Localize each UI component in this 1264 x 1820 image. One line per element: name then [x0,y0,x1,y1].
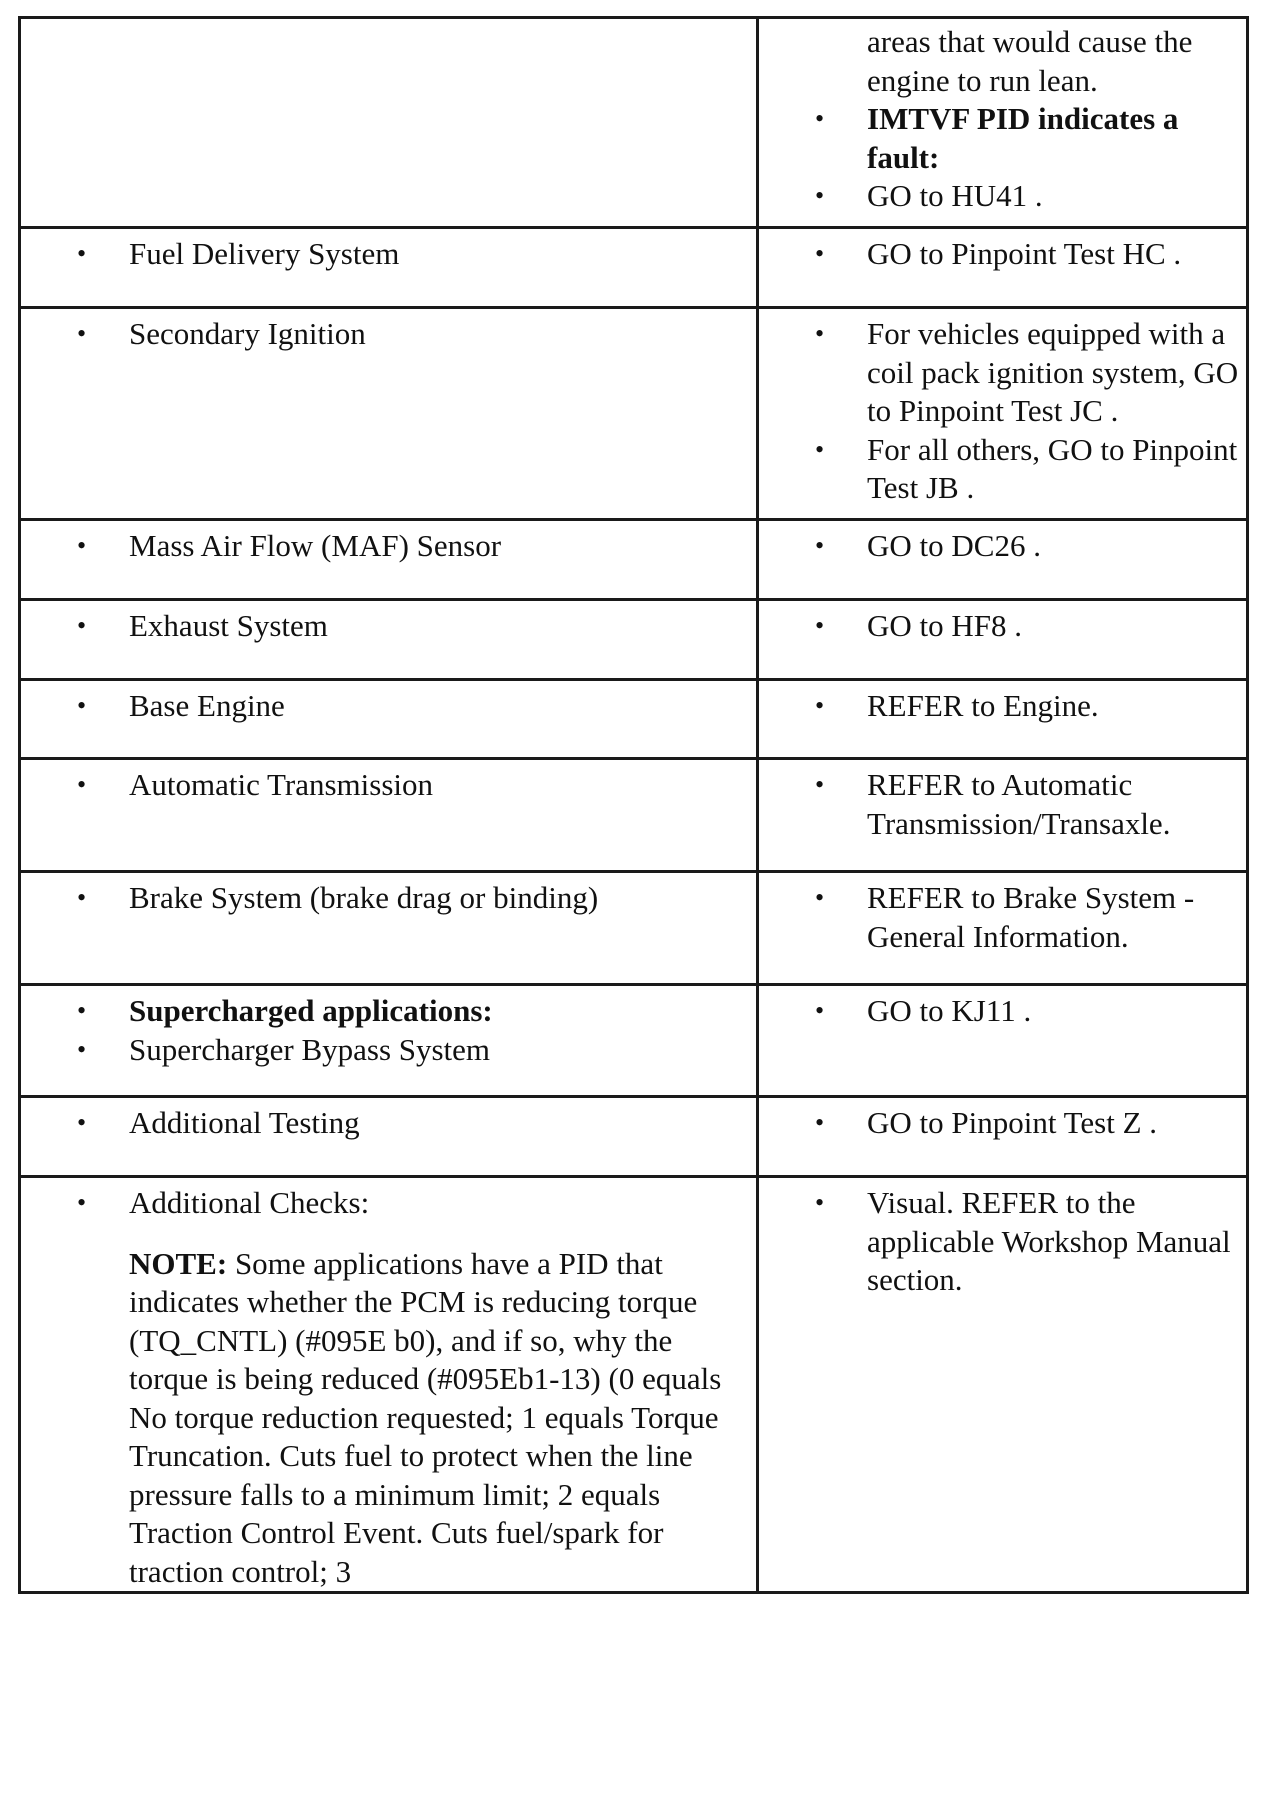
bullet-list [759,992,1246,1031]
list-item [21,315,756,354]
list-item [21,1031,756,1070]
condition-cell [20,600,758,680]
list-item-text: REFER to Brake System - General Information. [867,880,1195,954]
bullet-icon: • [77,1034,87,1064]
bullet-list [21,235,756,274]
list-item-text: Visual. REFER to the applicable Workshop Manual section. [867,1185,1231,1297]
list-item-text: Automatic Transmission [129,767,434,802]
list-item-text: Base Engine [129,688,285,723]
table-row [20,759,1248,872]
list-item [759,100,1246,177]
bullet-list [759,607,1246,646]
list-item-text: GO to KJ11 . [867,993,1032,1028]
bullet-icon: • [77,531,87,560]
list-item-text: Secondary Ignition [129,316,366,351]
action-cell [758,520,1248,600]
list-item-text: GO to HU41 . [867,178,1043,213]
bullet-icon: • [815,104,825,133]
list-item [21,527,756,566]
action-cell [758,759,1248,872]
bullet-icon: • [77,1108,87,1137]
bullet-list [759,1184,1246,1300]
list-item [21,235,756,274]
list-item-text: Exhaust System [129,608,328,643]
condition-cell [20,18,758,228]
condition-cell [20,872,758,985]
list-item-text: GO to HF8 . [867,608,1023,643]
bullet-list [21,315,756,354]
bullet-icon: • [77,883,87,912]
action-cell [758,308,1248,520]
list-item-text: Mass Air Flow (MAF) Sensor [129,528,502,563]
list-item-text: areas that would cause the engine to run lean. [867,24,1193,98]
action-cell [758,985,1248,1097]
list-item [759,992,1246,1031]
bullet-list [759,687,1246,726]
bullet-icon: • [815,239,825,268]
list-item [759,315,1246,431]
list-item [759,1104,1246,1143]
bullet-list [759,235,1246,274]
list-item-text: For all others, GO to Pinpoint Test JB . [867,431,1238,505]
bullet-icon: • [815,770,825,799]
list-item [759,527,1246,566]
table-row [20,985,1248,1097]
action-cell [758,1097,1248,1177]
table-row [20,680,1248,759]
list-item-text: REFER to Automatic Transmission/Transaxle. [867,767,1171,841]
bullet-icon: • [815,1188,825,1217]
bullet-icon: • [77,996,87,1025]
list-item-text: GO to DC26 . [867,528,1041,563]
bullet-icon: • [815,611,825,640]
list-item [759,1184,1246,1300]
bullet-list [21,766,756,805]
list-item [759,879,1246,956]
bullet-icon: • [77,691,87,720]
list-item [21,992,756,1031]
bullet-icon: • [77,770,87,799]
bullet-list [21,992,756,1069]
condition-cell [20,759,758,872]
list-item [759,687,1246,726]
table-row [20,600,1248,680]
list-item [759,23,1246,100]
list-item [21,1184,756,1223]
bullet-list [21,1104,756,1143]
list-item [21,766,756,805]
list-item [759,766,1246,843]
bullet-list [21,527,756,566]
bullet-list [21,607,756,646]
list-item-text: For vehicles equipped with a coil pack ignition system, GO to Pinpoint Test JC . [867,316,1239,428]
list-item-text: REFER to Engine. [867,688,1099,723]
list-item-text: GO to Pinpoint Test HC . [867,236,1182,271]
table-row [20,520,1248,600]
list-item-text: Supercharged applications: [129,993,493,1028]
condition-cell [20,680,758,759]
bullet-list [21,1184,756,1223]
condition-cell [20,228,758,308]
action-cell [758,1177,1248,1593]
action-cell [758,600,1248,680]
bullet-icon: • [815,883,825,912]
bullet-icon: • [815,434,825,464]
list-item [759,177,1246,216]
list-item-text: Additional Testing [129,1105,360,1140]
table-body [20,18,1248,1593]
bullet-icon: • [815,181,825,210]
bullet-list [759,879,1246,956]
bullet-list [759,23,1246,216]
bullet-icon: • [815,996,825,1025]
table-row [20,872,1248,985]
bullet-icon: • [815,1108,825,1137]
condition-cell [20,520,758,600]
bullet-list [759,766,1246,843]
bullet-icon: • [77,1188,87,1217]
list-item-text: Additional Checks: [129,1185,370,1220]
table-row [20,308,1248,520]
list-item-text: IMTVF PID indicates a fault: [867,101,1179,175]
action-cell [758,680,1248,759]
condition-cell [20,1097,758,1177]
list-item [21,687,756,726]
bullet-icon: • [815,319,825,348]
list-item [21,607,756,646]
table-row [20,1097,1248,1177]
list-item-text: Brake System (brake drag or binding) [129,880,599,915]
bullet-list [21,879,756,918]
bullet-icon: • [815,531,825,560]
list-item [759,607,1246,646]
list-item-text: GO to Pinpoint Test Z . [867,1105,1158,1140]
table-row [20,228,1248,308]
bullet-icon: • [77,611,87,640]
note-paragraph [21,1245,756,1592]
table-row [20,18,1248,228]
list-item [21,879,756,918]
bullet-icon: • [77,319,87,348]
condition-cell [20,308,758,520]
note-text: Some applications have a PID that indicates whether the PCM is reducing torque (TQ_CNTL) (#095E b0), and if so, why the torque is being reduced (#095Eb1-13) (0 equals No torque reduction requested; 1 equals Torque Truncation. Cuts fuel to protect when the line pressure falls to a minimum limit; 2 equals Traction Control Event. Cuts fuel/spark for traction control; 3 [129,1245,722,1589]
list-item-text: Fuel Delivery System [129,236,400,271]
diagnostic-table [18,16,1249,1594]
action-cell [758,18,1248,228]
bullet-list [759,1104,1246,1143]
condition-cell [20,985,758,1097]
action-cell [758,872,1248,985]
condition-cell [20,1177,758,1593]
table-row [20,1177,1248,1593]
list-item [759,235,1246,274]
bullet-list [759,315,1246,508]
list-item-text: Supercharger Bypass System [129,1031,491,1067]
bullet-list [759,527,1246,566]
list-item [759,431,1246,508]
bullet-list [21,687,756,726]
list-item [21,1104,756,1143]
bullet-icon: • [77,239,87,268]
note-label: NOTE: [129,1245,228,1281]
bullet-icon: • [815,691,825,720]
action-cell [758,228,1248,308]
